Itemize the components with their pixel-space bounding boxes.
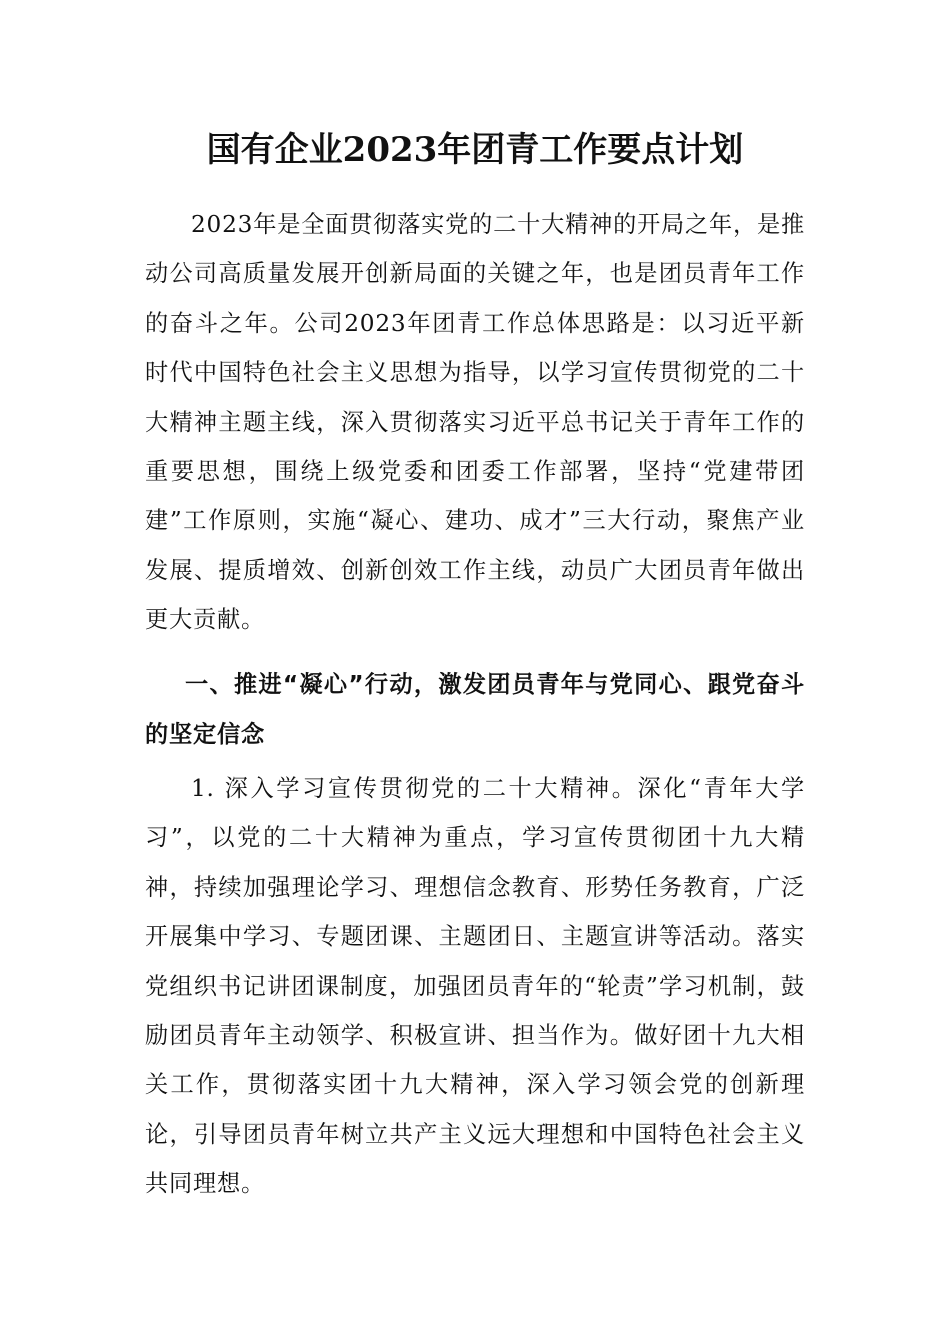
section-heading: 一、推进“凝心”行动，激发团员青年与党同心、跟党奋斗的坚定信念 (145, 671, 805, 748)
intro-paragraph: 2023年是全面贯彻落实党的二十大精神的开局之年，是推动公司高质量发展开创新局面的关键之年，也是团员青年工作的奋斗之年。公司2023年团青工作总体思路是：以习近平新时代中国特色社会主义思想为指导，以学习宣传贯彻党的二十大精神主题主线，深入贯彻落实习近平总书记关于青年工作的重要思想，围绕上级党委和团委工作部署，坚持“党建带团建”工作原则，实施“凝心、建功、成才”三大行动，聚焦产业发展、提质增效、创新创效工作主线，动员广大团员青年做出更大贡献。 (145, 211, 805, 634)
item-paragraph: 1. 深入学习宣传贯彻党的二十大精神。深化“青年大学习”，以党的二十大精神为重点，学习宣传贯彻团十九大精神，持续加强理论学习、理想信念教育、形势任务教育，广泛开展集中学习、专题团课、主题团日、主题宣讲等活动。落实党组织书记讲团课制度，加强团员青年的“轮责”学习机制，鼓励团员青年主动领学、积极宣讲、担当作为。做好团十九大相关工作，贯彻落实团十九大精神，深入学习领会党的创新理论，引导团员青年树立共产主义远大理想和中国特色社会主义共同理想。 (145, 775, 805, 1198)
document-title: 国有企业2023年团青工作要点计划 (206, 130, 744, 170)
